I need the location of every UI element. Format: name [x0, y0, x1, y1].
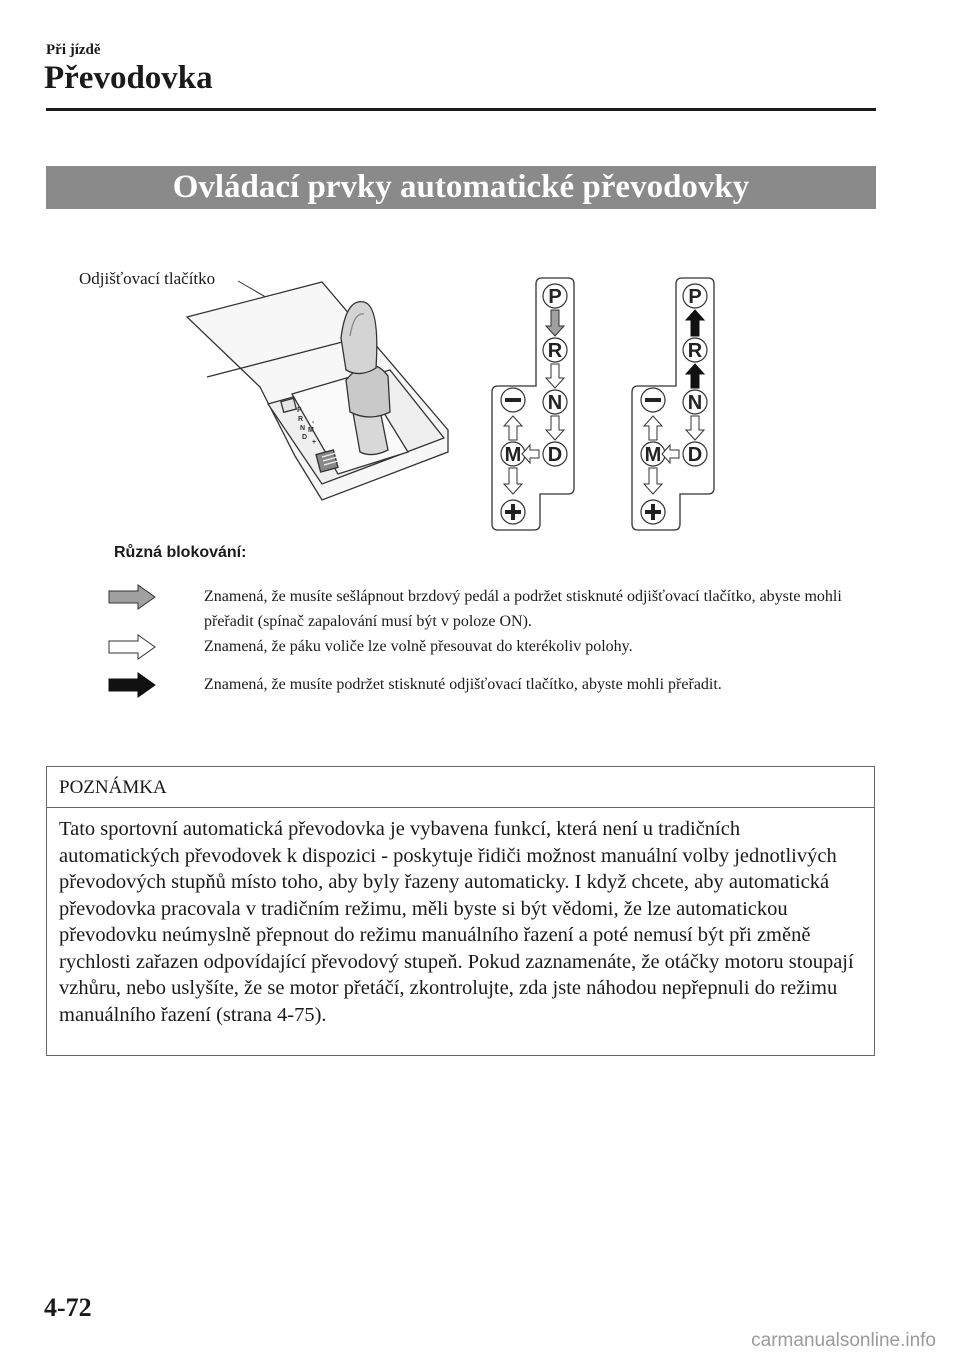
svg-text:-: -: [312, 419, 315, 426]
svg-text:N: N: [547, 392, 563, 414]
note-heading: POZNÁMKA: [47, 767, 874, 808]
watermark: carmanualsonline.info: [751, 1330, 936, 1351]
release-button-callout: Odjišťovací tlačítko: [79, 269, 216, 288]
legend-title: Různá blokování:: [114, 544, 247, 561]
legend-text: Znamená, že páku voliče lze volně přesouvat do kterékoliv polohy.: [204, 638, 633, 655]
legend-item-outline: [108, 634, 868, 662]
svg-text:R: R: [687, 340, 703, 362]
svg-text:N: N: [300, 425, 306, 432]
svg-text:D: D: [302, 434, 308, 441]
shifter-figure: [60, 262, 780, 532]
chapter-title: Převodovka: [44, 60, 213, 96]
svg-text:+: +: [312, 439, 317, 446]
svg-text:P: P: [688, 286, 702, 308]
svg-text:R: R: [298, 416, 304, 423]
svg-text:N: N: [687, 392, 703, 414]
svg-text:M: M: [644, 444, 662, 466]
note-body: Tato sportovní automatická převodovka je vybavena funkcí, která není u tradičních automatických převodovek k dispozici - poskytuje řidiči možnost manuální volby jednotlivých převodových stupňů místo toho, aby byly řazeny automaticky. I když chcete, aby automatická převodovka pracovala v tradičním režimu, měli byste si být vědomi, že lze automatickou převodovku neúmyslně přepnout do režimu manuálního řazení a poté nemusí být při změně rychlosti zařazen odpovídající převodový stupeň. Pokud zaznamenáte, že otáčky motoru stoupají vzhůru, nebo uslyšíte, že se motor přetáčí, zkontrolujte, zda jste náhodou nepřepnuli do režimu manuálního řazení (strana 4-75).: [59, 818, 854, 1026]
section-banner: Ovládací prvky automatické převodovky: [46, 166, 876, 209]
gate-diagram-1: [492, 278, 574, 530]
svg-text:M: M: [308, 427, 314, 434]
arrow-outline-icon: [108, 634, 156, 660]
header-rule: [46, 108, 876, 111]
svg-text:M: M: [504, 444, 522, 466]
note-box: [46, 766, 875, 1056]
svg-text:D: D: [687, 444, 703, 466]
arrow-black-icon: [108, 672, 156, 698]
svg-text:P: P: [548, 286, 562, 308]
svg-text:D: D: [547, 444, 563, 466]
legend-text: Znamená, že musíte sešlápnout brzdový pedál a podržet stisknuté odjišťovací tlačítko, abyste mohli přeřadit (spínač zapalování musí být v poloze ON).: [204, 588, 842, 630]
page-number: 4-72: [44, 1293, 92, 1322]
arrow-gray-icon: [108, 584, 156, 610]
console-illustration: [187, 282, 448, 500]
svg-text:P: P: [297, 407, 302, 414]
svg-text:R: R: [547, 340, 563, 362]
legend-item-black: [108, 672, 868, 700]
gate-diagram-2: [632, 278, 714, 530]
section-label: Při jízdě: [46, 42, 101, 58]
legend-item-gray: [108, 584, 868, 636]
legend-text: Znamená, že musíte podržet stisknuté odjišťovací tlačítko, abyste mohli přeřadit.: [204, 676, 722, 693]
